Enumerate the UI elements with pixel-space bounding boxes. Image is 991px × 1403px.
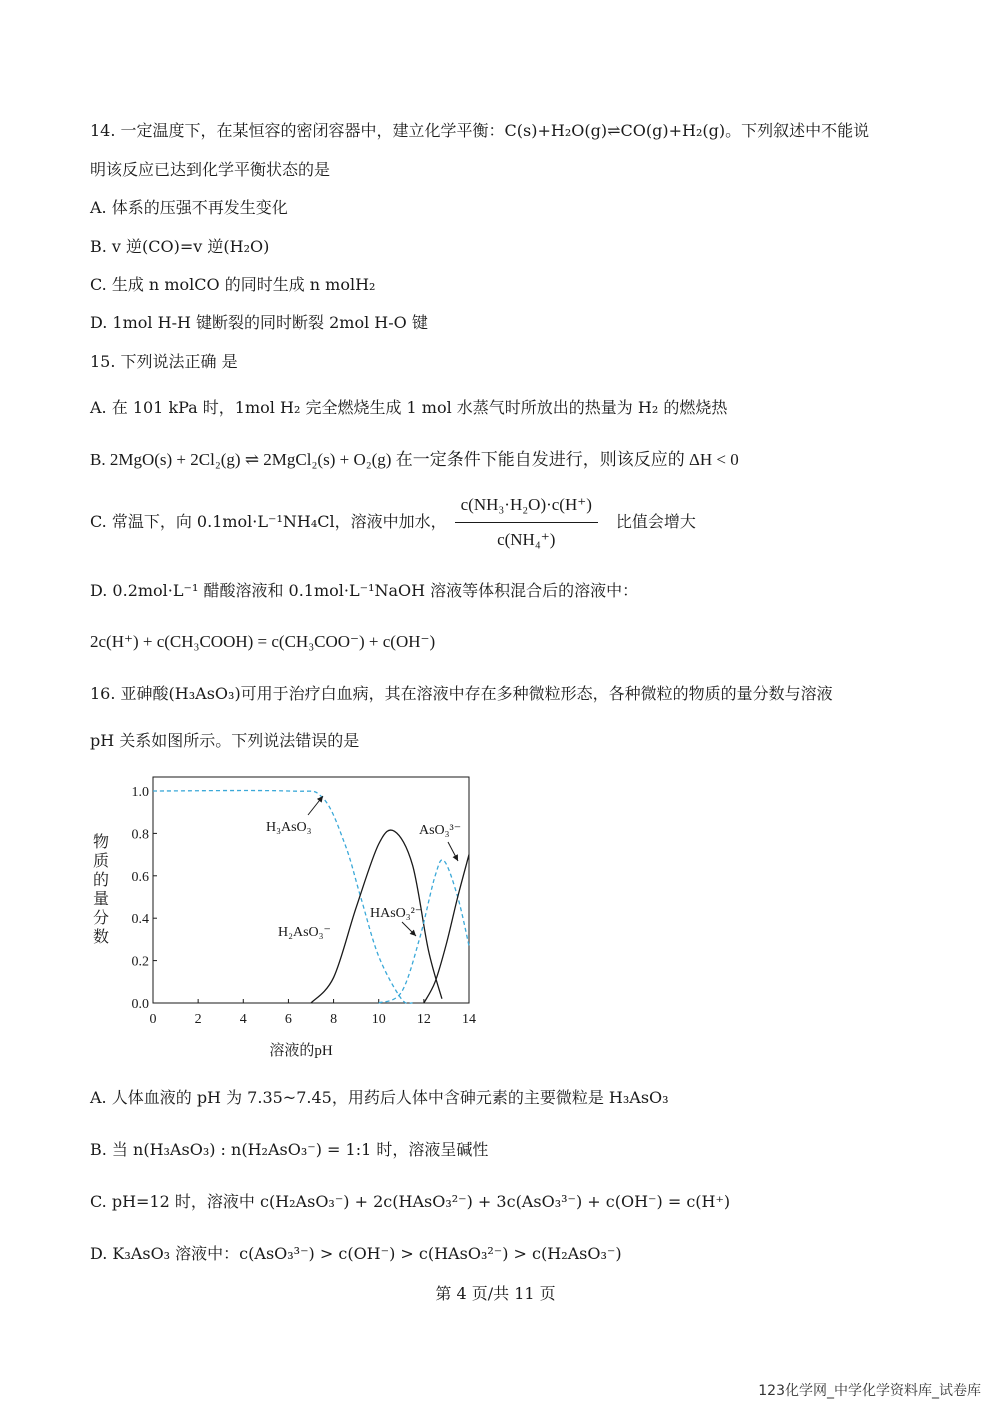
series-line bbox=[379, 860, 469, 1003]
x-tick-label: 4 bbox=[239, 1012, 247, 1027]
watermark: 123化学网_中学化学资料库_试卷库 bbox=[758, 1383, 981, 1399]
species-distribution-chart bbox=[86, 765, 486, 1065]
q15-stem: 15. 下列说法正确 是 bbox=[90, 352, 238, 371]
page-footer: 第 4 页/共 11 页 bbox=[435, 1284, 556, 1303]
q16-option-d: D. K₃AsO₃ 溶液中：c(AsO₃³⁻) > c(OH⁻) > c(HAsO₃²⁻) > c(H₂AsO₃⁻) bbox=[90, 1244, 622, 1263]
y-tick-label: 0.2 bbox=[131, 954, 149, 970]
q14-option-b: B. v 逆(CO)=v 逆(H₂O) bbox=[90, 237, 270, 256]
x-tick-label: 8 bbox=[330, 1012, 338, 1027]
x-tick-label: 6 bbox=[284, 1012, 292, 1027]
x-tick-label: 10 bbox=[371, 1012, 386, 1027]
species-annotation: H₃AsO₃ bbox=[266, 820, 312, 835]
species-annotation: AsO₃³⁻ bbox=[419, 823, 462, 838]
species-annotation: HAsO₃²⁻ bbox=[370, 906, 423, 921]
q16-stem-line2: pH 关系如图所示。下列说法错误的是 bbox=[90, 731, 360, 750]
y-tick-label: 0.4 bbox=[131, 912, 149, 928]
x-tick-label: 12 bbox=[416, 1012, 431, 1027]
q15-option-b: B. 2MgO(s) + 2Cl₂(g) ⇌ 2MgCl₂(s) + O₂(g) 在一定条件下能自发进行，则该反应的 ΔH < 0 bbox=[90, 450, 739, 469]
q14-option-a: A. 体系的压强不再发生变化 bbox=[90, 198, 288, 217]
y-axis-label-char: 数 bbox=[92, 929, 110, 946]
q14-stem-line2: 明该反应已达到化学平衡状态的是 bbox=[90, 160, 331, 179]
q14-option-d: D. 1mol H-H 键断裂的同时断裂 2mol H-O 键 bbox=[90, 313, 428, 332]
y-axis-label-char: 物 bbox=[92, 834, 110, 851]
y-axis-label-char: 分 bbox=[92, 910, 110, 927]
q15-option-c bbox=[90, 492, 696, 553]
q15-option-c-pre: C. 常温下，向 0.1mol·L⁻¹NH₄Cl，溶液中加水， bbox=[90, 512, 447, 531]
x-tick-label: 2 bbox=[194, 1012, 202, 1027]
q15-option-c-fraction bbox=[455, 492, 598, 553]
q15-option-d-line2: 2c(H⁺) + c(CH₃COOH) = c(CH₃COO⁻) + c(OH⁻) bbox=[90, 632, 436, 651]
q14-option-c: C. 生成 n molCO 的同时生成 n molH₂ bbox=[90, 275, 376, 294]
q15-option-a: A. 在 101 kPa 时，1mol H₂ 完全燃烧生成 1 mol 水蒸气时所放出的热量为 H₂ 的燃烧热 bbox=[90, 398, 728, 417]
y-tick-label: 0.8 bbox=[131, 827, 149, 843]
q14-stem-line1: 14. 一定温度下，在某恒容的密闭容器中，建立化学平衡：C(s)+H₂O(g)⇌CO(g)+H₂(g)。下列叙述中不能说 bbox=[90, 121, 870, 140]
q15-option-d-line1: D. 0.2mol·L⁻¹ 醋酸溶液和 0.1mol·L⁻¹NaOH 溶液等体积混合后的溶液中： bbox=[90, 581, 639, 600]
fraction-numerator: c(NH₃·H₂O)·c(H⁺) bbox=[455, 492, 598, 523]
species-annotation: H₂AsO₃⁻ bbox=[278, 925, 331, 940]
x-axis-label: 溶液的pH bbox=[269, 1043, 333, 1059]
x-tick-label: 14 bbox=[462, 1012, 476, 1027]
x-tick-label: 0 bbox=[149, 1012, 157, 1027]
y-axis-label-char: 的 bbox=[92, 872, 110, 889]
y-tick-label: 1.0 bbox=[131, 785, 149, 800]
q16-stem-line1: 16. 亚砷酸(H₃AsO₃)可用于治疗白血病，其在溶液中存在多种微粒形态，各种微粒的物质的量分数与溶液 bbox=[90, 684, 833, 703]
y-axis-label-char: 量 bbox=[92, 891, 110, 908]
q16-option-b: B. 当 n(H₃AsO₃) : n(H₂AsO₃⁻) = 1:1 时，溶液呈碱性 bbox=[90, 1140, 489, 1159]
q15-option-c-post: 比值会增大 bbox=[615, 512, 696, 531]
annotation-arrowhead bbox=[317, 796, 323, 803]
y-tick-label: 0.6 bbox=[131, 869, 149, 885]
q16-option-c: C. pH=12 时，溶液中 c(H₂AsO₃⁻) + 2c(HAsO₃²⁻) + 3c(AsO₃³⁻) + c(OH⁻) = c(H⁺) bbox=[90, 1192, 731, 1211]
y-axis-label-char: 质 bbox=[92, 853, 110, 870]
q16-option-a: A. 人体血液的 pH 为 7.35~7.45，用药后人体中含砷元素的主要微粒是 H₃AsO₃ bbox=[90, 1088, 669, 1107]
chart-labels bbox=[266, 796, 461, 940]
y-tick-label: 0.0 bbox=[131, 997, 149, 1012]
fraction-denominator: c(NH₄⁺) bbox=[497, 530, 556, 549]
series-line bbox=[424, 855, 469, 1003]
